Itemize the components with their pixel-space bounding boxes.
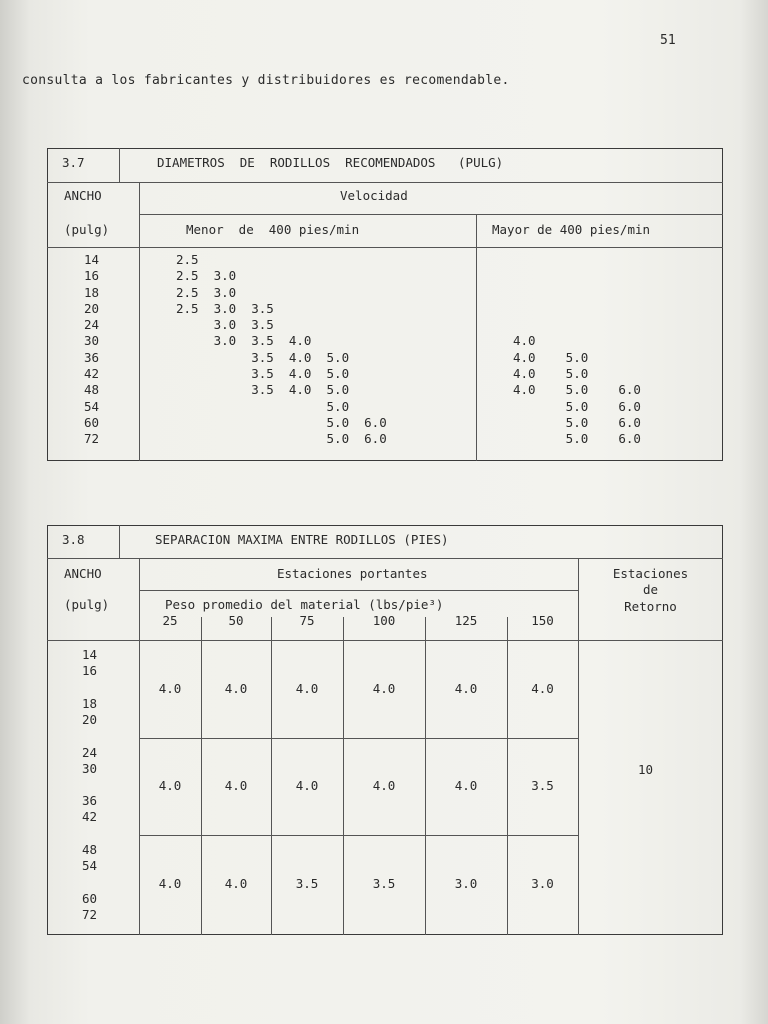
pulg-header: (pulg) <box>64 222 110 237</box>
mayor-row: 5.0 6.0 <box>513 398 641 414</box>
weight-150: 150 <box>531 613 554 628</box>
mayor-values <box>513 252 641 448</box>
retorno-value: 10 <box>637 762 654 777</box>
menor-row: 2.5 3.0 <box>176 268 237 284</box>
intro-text: consulta a los fabricantes y distribuidores es recomendable. <box>22 73 510 88</box>
menor-row: 2.5 3.0 <box>176 284 237 300</box>
ancho-list <box>84 252 99 448</box>
weight-50: 50 <box>228 613 244 628</box>
mayor-row: 5.0 6.0 <box>513 431 641 447</box>
ancho-value: 54 <box>84 398 100 414</box>
menor-row: 3.5 4.0 5.0 <box>176 366 350 382</box>
mayor-row <box>513 285 641 301</box>
menor-row: 2.5 <box>176 252 199 267</box>
menor-row: 3.0 3.5 4.0 <box>176 333 312 349</box>
page-number: 51 <box>660 33 676 48</box>
ancho-group: 60 72 <box>82 891 98 923</box>
separation-value: 4.0 <box>158 778 182 793</box>
menor-row: 5.0 6.0 <box>176 431 387 447</box>
mayor-row <box>513 252 641 268</box>
weight-125: 125 <box>454 613 478 628</box>
menor-row: 5.0 <box>176 398 350 414</box>
ancho-value: 48 <box>84 382 100 398</box>
velocidad-header: Velocidad <box>340 188 408 203</box>
ancho-value: 72 <box>84 431 100 447</box>
ancho-group: 48 54 <box>82 842 98 874</box>
ancho-value: 60 <box>84 414 100 430</box>
mayor-row: 4.0 5.0 6.0 <box>513 382 641 398</box>
ancho-header: ANCHO <box>64 566 102 581</box>
menor-row: 5.0 6.0 <box>176 414 387 430</box>
peso-header: Peso promedio del material (lbs/pie³) <box>165 597 444 612</box>
separation-value: 4.0 <box>158 681 182 696</box>
pulg-header: (pulg) <box>64 597 110 612</box>
separation-value: 4.0 <box>295 681 319 696</box>
menor-row: 3.0 3.5 <box>176 317 274 333</box>
mayor-row: 4.0 5.0 <box>513 366 589 382</box>
separation-value: 4.0 <box>224 681 248 696</box>
menor-row: 3.5 4.0 5.0 <box>176 382 350 398</box>
weight-100: 100 <box>372 613 396 628</box>
separation-value: 4.0 <box>531 681 554 696</box>
mayor-row <box>513 268 641 284</box>
ancho-value: 36 <box>84 349 100 365</box>
ancho-group: 36 42 <box>82 793 98 825</box>
ancho-group: 24 30 <box>82 745 98 777</box>
weight-75: 75 <box>299 613 315 628</box>
separation-value: 4.0 <box>372 778 396 793</box>
separation-value: 3.0 <box>454 876 478 891</box>
separation-value: 3.5 <box>295 876 319 891</box>
ancho-value: 30 <box>84 333 100 349</box>
menor-header: Menor de 400 pies/min <box>186 222 360 237</box>
ancho-header: ANCHO <box>64 188 102 203</box>
ancho-value: 42 <box>84 366 100 382</box>
separation-value: 4.0 <box>372 681 396 696</box>
table-number: 3.7 <box>62 155 85 170</box>
table-number: 3.8 <box>62 532 85 547</box>
ancho-group: 14 16 <box>82 647 98 679</box>
separation-value: 4.0 <box>224 778 248 793</box>
ancho-value: 18 <box>84 284 100 300</box>
weight-25: 25 <box>162 613 178 628</box>
estaciones-portantes-header: Estaciones portantes <box>277 566 428 581</box>
separation-value: 4.0 <box>454 681 478 696</box>
ancho-value: 14 <box>84 252 100 267</box>
ancho-value: 20 <box>84 300 100 316</box>
separation-value: 3.0 <box>531 876 554 891</box>
mayor-row <box>513 317 641 333</box>
ancho-value: 24 <box>84 317 100 333</box>
table-title: DIAMETROS DE RODILLOS RECOMENDADOS (PULG) <box>157 155 504 170</box>
separation-value: 4.0 <box>224 876 248 891</box>
menor-values <box>176 252 387 448</box>
separation-value: 3.5 <box>372 876 396 891</box>
mayor-header: Mayor de 400 pies/min <box>492 222 651 237</box>
separation-value: 4.0 <box>158 876 182 891</box>
retorno-header: Estaciones de Retorno <box>612 566 689 614</box>
separation-value: 4.0 <box>454 778 478 793</box>
mayor-row: 4.0 5.0 <box>513 349 589 365</box>
ancho-value: 16 <box>84 268 100 284</box>
table-title: SEPARACION MAXIMA ENTRE RODILLOS (PIES) <box>155 532 449 547</box>
mayor-row: 5.0 6.0 <box>513 414 641 430</box>
menor-row: 2.5 3.0 3.5 <box>176 300 274 316</box>
separation-value: 4.0 <box>295 778 319 793</box>
separation-value: 3.5 <box>531 778 554 793</box>
mayor-row <box>513 301 641 317</box>
mayor-row: 4.0 <box>513 333 536 349</box>
ancho-group: 18 20 <box>82 696 98 728</box>
menor-row: 3.5 4.0 5.0 <box>176 349 350 365</box>
